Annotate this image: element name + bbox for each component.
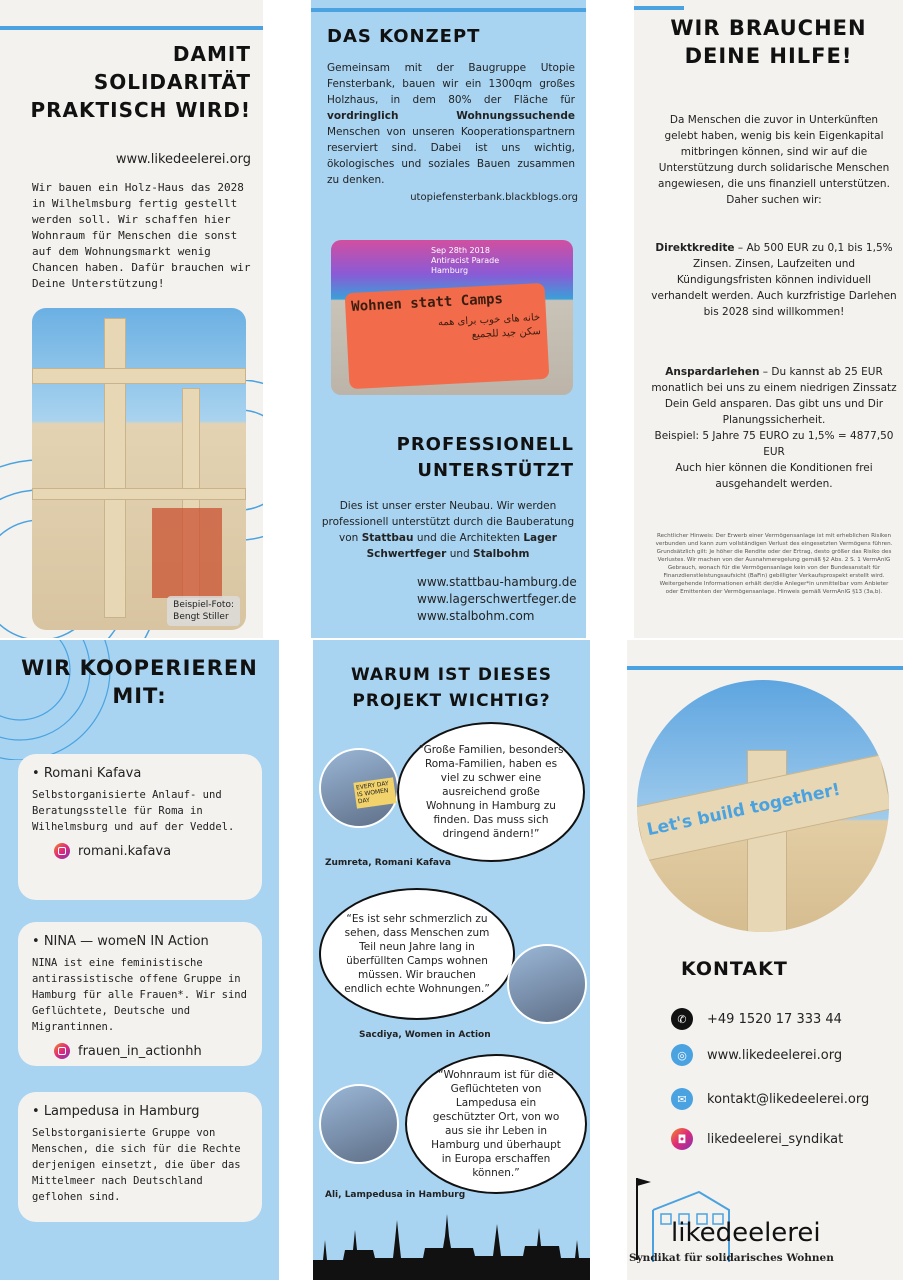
banner-arabic-script: خانه های خوب برای همه سكن جيد للجميع xyxy=(437,312,542,341)
timber-frame-photo xyxy=(637,680,889,932)
panel-kooperieren xyxy=(0,640,279,1280)
quote-bubble-1: “Große Familien, besonders Roma-Familien, haben es viel zu schwer eine ausreichend große Wohnung in Hamburg zu finden. Das muss sich dringend ändern!” xyxy=(397,722,585,862)
phone-number: +49 1520 17 333 44 xyxy=(707,1011,842,1027)
contact-phone[interactable] xyxy=(671,1008,842,1030)
partner-desc: Selbstorganisierte Anlauf- und Beratungsstelle für Roma in Wilhelmsburg und auf der Veddel. xyxy=(32,789,235,833)
website-url: www.likedeelerei.org xyxy=(707,1047,843,1063)
kontakt-heading: KONTAKT xyxy=(681,958,788,980)
slogan: Let's build together! xyxy=(645,779,843,841)
construction-photo xyxy=(32,308,246,630)
hilfe-heading: WIR BRAUCHEN DEINE HILFE! xyxy=(670,16,867,68)
demo-photo xyxy=(331,240,573,395)
phone-icon: ✆ xyxy=(671,1008,693,1030)
warum-heading: WARUM IST DIESES PROJEKT WICHTIG? xyxy=(350,665,553,711)
quote-bubble-2: “Es ist sehr schmerzlich zu sehen, dass Menschen zum Teil neun Jahre lang in überfüllten Camps wohnen müssen. Wir brauchen endlich echte Wohnungen.” xyxy=(319,888,515,1020)
person-photo-ali xyxy=(319,1084,399,1164)
instagram-icon xyxy=(54,843,70,859)
direktkredite-block: Direktkredite – Ab 500 EUR zu 0,1 bis 1,5% Zinsen. Zinsen, Laufzeiten und Kündigungsfristen können individuell verhandelt werden. Auch kurzfristige Darlehen bis 2028 sind willkommen! xyxy=(651,242,897,318)
demo-banner xyxy=(345,283,550,389)
contact-email[interactable] xyxy=(671,1088,869,1110)
globe-icon: ◎ xyxy=(671,1044,693,1066)
konzept-text: Gemeinsam mit der Baugruppe Utopie Fensterbank, bauen wir ein 1300qm großes Holzhaus, in dem 80% der Fläche für vordringlich Wohnungssuchende Menschen von unseren Kooperationspartnern reserviert sind. Dabei ist uns wichtig, ökologisches und soziales Bauen zusammen zu denken. xyxy=(327,62,575,186)
hamburg-skyline xyxy=(313,1210,590,1280)
stattbau-link[interactable]: www.stattbau-hamburg.de xyxy=(417,575,577,589)
quote-bubble-3: “Wohnraum ist für die Geflüchteten von Lampedusa ein geschützter Ort, von wo aus sie ihr Leben in Hamburg und überhaupt in Europa erschaffen können.” xyxy=(405,1054,587,1194)
top-accent-line xyxy=(311,8,586,12)
lagerschwertfeger-link[interactable]: www.lagerschwertfeger.de xyxy=(417,592,577,606)
anspar-example: Beispiel: 5 Jahre 75 EURO zu 1,5% = 4877,50 EUR xyxy=(654,430,894,458)
caption-line-1: Beispiel-Foto: xyxy=(173,600,234,610)
photo-caption xyxy=(167,596,240,626)
hilfe-intro: Da Menschen die zuvor in Unterkünften gelebt haben, wenig bis kein Eigenkapital mitbringen können, sind wir auf die Unterstützung durch solidarische Menschen angewiesen, die uns finanziell unterstützen. Daher suchen wir: xyxy=(658,114,890,206)
caption-line-2: Bengt Stiller xyxy=(173,612,229,622)
kooperieren-heading: WIR KOOPERIEREN MIT: xyxy=(21,656,258,708)
event-sign: Sep 28th 2018 Antiracist Parade Hamburg xyxy=(431,246,500,275)
partner-card-romani xyxy=(18,754,262,900)
partner-name: • Lampedusa in Hamburg xyxy=(32,1104,200,1119)
mail-icon: ✉ xyxy=(671,1088,693,1110)
quote-author-3: Ali, Lampedusa in Hamburg xyxy=(325,1190,466,1200)
top-accent-line xyxy=(627,666,903,670)
professionell-heading: PROFESSIONELL UNTERSTÜTZT xyxy=(396,434,574,481)
panel-hilfe xyxy=(634,0,903,638)
instagram-icon: ◘ xyxy=(671,1128,693,1150)
partner-instagram[interactable]: frauen_in_actionhh xyxy=(32,1043,248,1059)
instagram-handle: likedeelerei_syndikat xyxy=(707,1131,844,1147)
panel-kontakt xyxy=(627,640,903,1280)
top-accent-line xyxy=(0,26,263,30)
partner-card-lampedusa xyxy=(18,1092,262,1222)
legal-notice: Rechtlicher Hinweis: Der Erwerb einer Vermögensanlage ist mit erheblichen Risiken verbunden und kann zum vollständigen Verlust des eingesetzten Vermögens führen. Grundsätzlich gilt: Je höher die Rendite oder der Ertrag, desto größer das Risiko des Verlustes. Wir machen von der Ausnahmeregelung gemäß §2 Abs. 2 S. 1 VermAnlG Gebrauch, wonach für die Vermögensanlage kein von der Bundesanstalt für Finanzdienstleistungsaufsicht (BaFin) gebilligter Verkaufsprospekt erstellt wird. Weitergehende Informationen erhält der/die Anleger*in unmittelbar vom Anbieter oder Emittenten der Vermögensanlage. Hinweis gemäß VermAnlG §13 (3a,b). xyxy=(655,533,893,595)
konzept-heading: DAS KONZEPT xyxy=(327,26,481,47)
contact-instagram[interactable] xyxy=(671,1128,843,1150)
panel-konzept xyxy=(311,0,586,638)
logo-wordmark: likedeelerei xyxy=(671,1218,821,1248)
panel-solidaritaet xyxy=(0,0,263,638)
partner-links xyxy=(417,574,577,625)
panel-warum xyxy=(313,640,590,1280)
partner-name: • NINA — womeN IN Action xyxy=(32,934,209,949)
protest-sign: EVERY DAY IS WOMEN DAY xyxy=(353,777,396,808)
panel-heading: DAMIT SOLIDARITÄT PRAKTISCH WIRD! xyxy=(30,42,251,122)
person-photo-sacdiya xyxy=(507,944,587,1024)
anspar-note: Auch hier können die Konditionen frei ausgehandelt werden. xyxy=(675,462,873,490)
logo-subtitle: Syndikat für solidarisches Wohnen xyxy=(629,1252,834,1264)
banner-title: Wohnen statt Camps xyxy=(350,291,504,315)
partner-desc: NINA ist eine feministische antirassistische offene Gruppe in Hamburg für alle Frauen*. Wir sind Geflüchtete, Deutsche und Migrantinnen. xyxy=(32,957,247,1033)
top-accent-line xyxy=(634,6,684,10)
anspardarlehen-block: Anspardarlehen – Du kannst ab 25 EUR monatlich bei uns zu einem niedrigen Zinssatz Dein Geld ansparen. Das gibt uns und Dir Planungssicherheit. Beispiel: 5 Jahre 75 EURO zu 1,5% = 4877,50 EUR Auch hier können die Konditionen frei ausgehandelt werden. xyxy=(651,366,897,490)
quote-author-2: Sacdiya, Women in Action xyxy=(359,1030,491,1040)
person-photo-zumreta xyxy=(319,748,399,828)
partner-card-nina xyxy=(18,922,262,1066)
partner-name: • Romani Kafava xyxy=(32,766,142,781)
quote-author-1: Zumreta, Romani Kafava xyxy=(325,858,451,868)
professionell-text: Dies ist unser erster Neubau. Wir werden professionell unterstützt durch die Bauberatung von Stattbau und die Architekten Lager Schwertfeger und Stalbohm xyxy=(321,500,575,560)
partner-desc: Selbstorganisierte Gruppe von Menschen, die sich für die Rechte derjenigen einsetzt, die über das Mittelmeer nach Deutschland geflohen sind. xyxy=(32,1127,241,1203)
partner-instagram[interactable]: romani.kafava xyxy=(32,843,248,859)
instagram-icon xyxy=(54,1043,70,1059)
website-link[interactable]: www.likedeelerei.org xyxy=(115,152,251,167)
utopie-link[interactable]: utopiefensterbank.blackblogs.org xyxy=(410,192,578,203)
email-address: kontakt@likedeelerei.org xyxy=(707,1091,870,1107)
stalbohm-link[interactable]: www.stalbohm.com xyxy=(417,609,535,623)
intro-text: Wir bauen ein Holz-Haus das 2028 in Wilhelmsburg fertig gestellt werden soll. Wir schaffen hier Wohnraum für Menschen die sonst auf dem Wohnungsmarkt wenig Chancen haben. Dafür brauchen wir Deine Unterstützung! xyxy=(32,181,251,290)
contact-web[interactable] xyxy=(671,1044,842,1066)
